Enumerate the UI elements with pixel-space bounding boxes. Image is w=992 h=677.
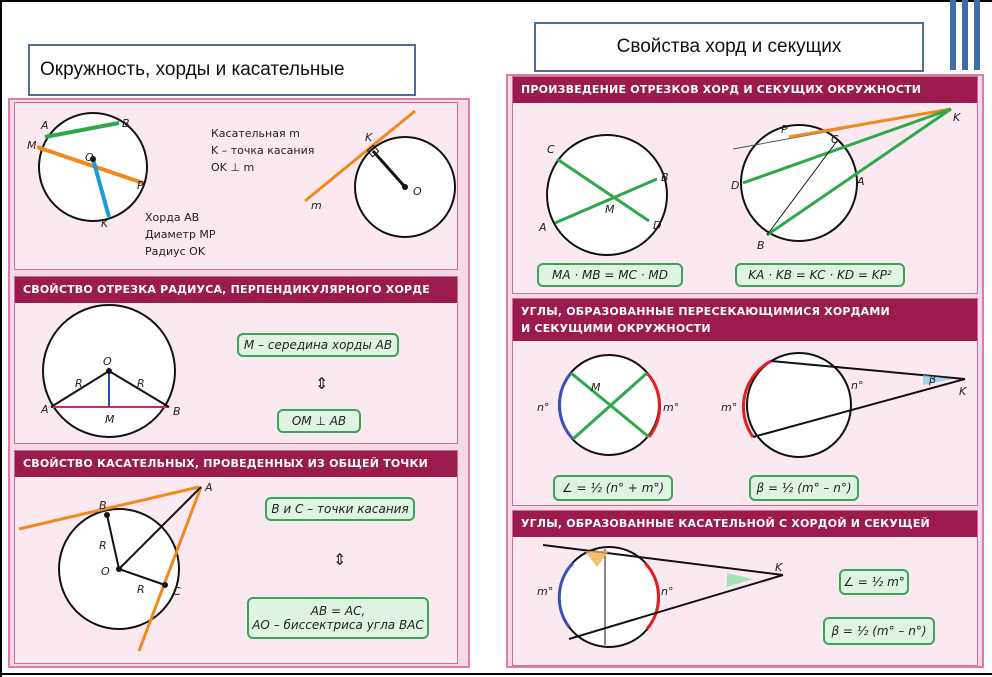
label-r1: R: [99, 539, 107, 552]
label-p: P: [137, 179, 144, 192]
label-n: n°: [537, 401, 550, 414]
label-k: K: [775, 561, 783, 574]
tangents-section: [14, 450, 458, 664]
label-m: m°: [537, 585, 554, 598]
angles-section: [512, 298, 978, 506]
tangent-line-2: K – точка касания: [211, 144, 315, 157]
angles-formula-2: β = ½ (m° – n°): [749, 475, 859, 501]
chord-line-3: Радиус OK: [145, 245, 206, 258]
label-beta: β: [929, 373, 937, 386]
label-r2: R: [137, 377, 145, 390]
label-o: O: [101, 565, 110, 578]
tangent-chord-formula-2: β = ½ (m° – n°): [823, 617, 935, 645]
tangent-def: [211, 125, 314, 176]
label-point-m: M: [591, 381, 601, 394]
label-b: B: [99, 499, 107, 512]
label-k: K: [959, 385, 967, 398]
product-formula-2: KA · KB = KC · KD = KP²: [735, 263, 905, 287]
label-p: P: [781, 123, 788, 136]
angles-header-line-2: И СЕКУЩИМИ ОКРУЖНОСТИ: [521, 322, 711, 335]
label-c: C: [547, 143, 555, 156]
tangent-line-1: Касательная m: [211, 127, 300, 140]
frame-bottom: [0, 673, 992, 675]
tangent-chord-formula-1: ∠ = ½ m°: [839, 569, 909, 595]
label-a: A: [41, 119, 49, 132]
label-a: A: [41, 403, 49, 416]
label-o2: O: [413, 185, 422, 198]
product-section: [512, 76, 978, 294]
left-title: [28, 44, 416, 96]
label-r1: R: [75, 377, 83, 390]
radius-section: [14, 276, 458, 444]
product-header: ПРОИЗВЕДЕНИЕ ОТРЕЗКОВ ХОРД И СЕКУЩИХ ОКРУЖНОСТИ: [513, 77, 977, 103]
corner-bars: [950, 0, 990, 80]
definitions-section: [14, 102, 458, 270]
frame-left: [0, 0, 2, 677]
tangents-box-2: [247, 597, 429, 639]
label-k2: K: [365, 131, 373, 144]
label-tangent-m: m: [311, 199, 322, 212]
frame-top: [0, 0, 992, 2]
label-b: B: [122, 117, 130, 130]
right-title-text: Свойства хорд и секущих: [616, 36, 842, 57]
label-m2: m°: [721, 401, 738, 414]
label-m: m°: [663, 401, 680, 414]
tangent-chord-section: [512, 510, 978, 666]
label-n: n°: [661, 585, 674, 598]
label-c2: C: [831, 133, 839, 146]
label-m: M: [105, 413, 115, 426]
radius-box-2: OM ⊥ AB: [277, 409, 361, 433]
chord-def: [145, 209, 216, 260]
product-formula-1: MA · MB = MC · MD: [537, 263, 683, 287]
right-title: [534, 22, 924, 72]
label-a2: A: [857, 175, 865, 188]
label-b: B: [661, 171, 669, 184]
label-a: A: [205, 481, 213, 494]
radius-box-1: M – середина хорды AB: [237, 333, 399, 357]
label-m: M: [27, 139, 37, 152]
left-title-text: Окружность, хорды и касательные: [40, 59, 345, 80]
tangents-box-2-line-2: AO – биссектриса угла BAC: [252, 618, 424, 632]
label-o: O: [85, 151, 94, 164]
label-b: B: [173, 405, 181, 418]
tangent-chord-header: УГЛЫ, ОБРАЗОВАННЫЕ КАСАТЕЛЬНОЙ С ХОРДОЙ И СЕКУЩЕЙ: [513, 511, 977, 537]
angles-header-line-1: УГЛЫ, ОБРАЗОВАННЫЕ ПЕРЕСЕКАЮЩИМИСЯ ХОРДАМИ: [521, 305, 890, 318]
label-k: K: [953, 111, 961, 124]
label-c: C: [173, 585, 181, 598]
label-r2: R: [137, 583, 145, 596]
tangents-header: СВОЙСТВО КАСАТЕЛЬНЫХ, ПРОВЕДЕННЫХ ИЗ ОБЩЕЙ ТОЧКИ: [15, 451, 457, 477]
chord-line-1: Хорда AB: [145, 211, 200, 224]
tangents-box-2-line-1: AB = AC,: [310, 604, 366, 618]
label-a: A: [539, 221, 547, 234]
radius-header: СВОЙСТВО ОТРЕЗКА РАДИУСА, ПЕРПЕНДИКУЛЯРНОГО ХОРДЕ: [15, 277, 457, 303]
label-d: D: [653, 219, 662, 232]
angles-formula-1: ∠ = ½ (n° + m°): [553, 475, 673, 501]
label-b2: B: [757, 239, 765, 252]
equiv-arrow: ⇕: [333, 550, 347, 569]
label-n2: n°: [851, 379, 864, 392]
label-m: M: [605, 203, 615, 216]
radius-diagram: [15, 277, 459, 445]
label-d2: D: [731, 179, 740, 192]
tangent-line-3: OK ⊥ m: [211, 161, 255, 174]
equiv-arrow: ⇕: [315, 374, 329, 393]
tangents-box-1: B и C – точки касания: [265, 497, 415, 521]
label-k: K: [101, 217, 109, 230]
chord-line-2: Диаметр MP: [145, 228, 216, 241]
label-o: O: [103, 355, 112, 368]
